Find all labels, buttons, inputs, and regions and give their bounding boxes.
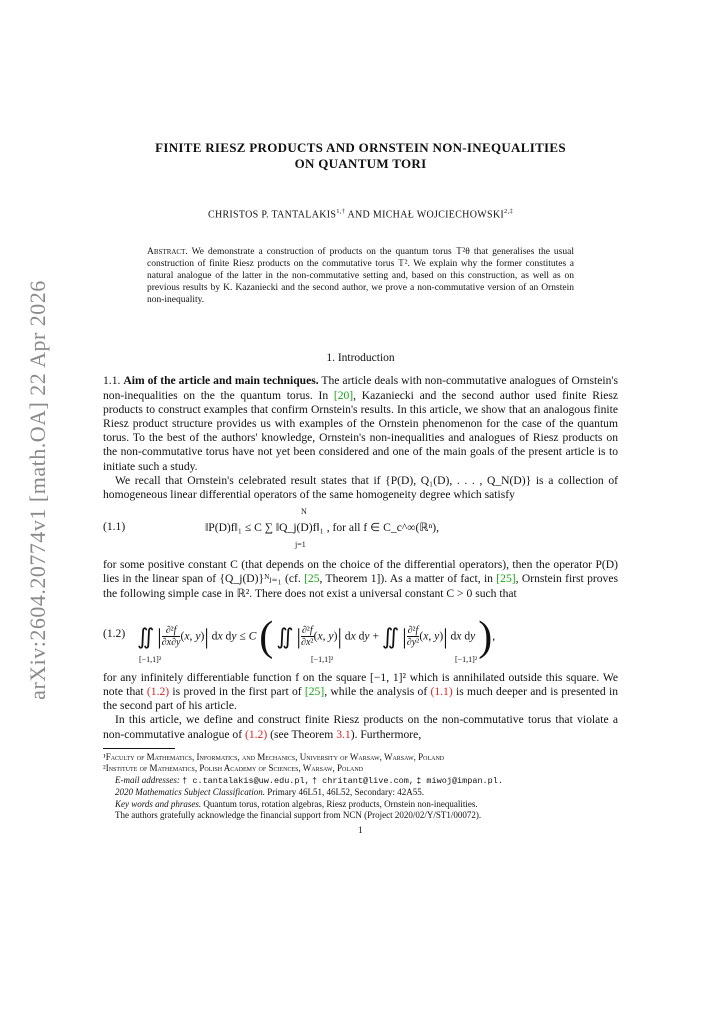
citation-25-a[interactable]: [25 [304, 572, 320, 586]
msc-text: Primary 46L51, 46L52, Secondary: 42A55. [265, 787, 424, 798]
author-1-sup: 1,† [336, 208, 346, 215]
equation-number-1-1: (1.1) [103, 520, 126, 534]
author-2-sup: 2,‡ [503, 208, 514, 215]
paragraph-3 [103, 558, 618, 601]
citation-25-b[interactable]: [25] [496, 572, 516, 586]
domain-label-2: [−1,1]² [311, 654, 334, 664]
footnote-funding: The authors gratefully acknowledge the financial support from NCN (Project 2020/02/Y/ST1/00072). [115, 810, 482, 821]
para1-b: , Kazaniecki and the second author used finite Riesz products to construct examples that confirm Ornstein's results. In this article, we show that an analogous finite Riesz product structure provides us with examples of the Ornstein phenomenon for the case of the quantum torus. To the best of the authors' knowledge, Ornstein's non-inequalities and analogues of Riesz products on the non-commutative torus have not yet been considered and one of the main goals of the present article is to initiate such a study. [103, 388, 618, 473]
author-2: MICHAŁ WOJCIECHOWSKI [372, 209, 504, 221]
author-and: AND [345, 209, 373, 221]
keywords-label: Key words and phrases. [115, 798, 202, 809]
paragraph-2 [103, 474, 618, 502]
author-line [103, 208, 618, 220]
citation-25-c[interactable]: [25] [304, 684, 325, 698]
paper-page [103, 140, 618, 836]
para4-d: is much deeper and is presented in the second part of his article. [103, 684, 618, 713]
para1-a: The article deals with non-commutative analogues of Ornstein's non-inequalities on the the quantum torus. In [103, 374, 618, 402]
ref-eq-1-2-b[interactable]: (1.2) [244, 727, 268, 741]
arxiv-stamp [18, 280, 58, 700]
footnote-rule [103, 748, 175, 749]
equation-1-1-text: ‖P(D)f‖₁ ≤ C ∑ ‖Q_j(D)f‖₁ , for all f ∈ C_c^∞(ℝⁿ), [205, 521, 439, 535]
para3-a: for some positive constant C (that depends on the choice of the differential operators), then the operator P(D) lies in the linear span of {Q_j(D)}ᴺⱼ₌₁ (cf. [103, 558, 618, 586]
footnote-emails [103, 775, 618, 788]
paragraph-4 [103, 671, 618, 714]
equation-1-2 [103, 605, 618, 667]
subsection-title: Aim of the article and main techniques. [123, 374, 319, 388]
body-text [103, 374, 618, 741]
equation-1-1-body [205, 520, 439, 534]
sum-lower-limit: j=1 [295, 540, 306, 550]
footnotes [103, 752, 618, 822]
equation-1-1 [103, 504, 618, 552]
abstract [147, 246, 574, 306]
para5-c: ). Furthermore, [350, 727, 422, 741]
abstract-label: Abstract. [147, 247, 188, 258]
email-1[interactable]: † c.tantalakis@uw.edu.pl, [182, 775, 310, 786]
footnote-keywords [103, 799, 618, 811]
paragraph-1 [103, 374, 618, 473]
equation-number-1-2: (1.2) [103, 626, 126, 640]
title-line-1: FINITE RIESZ PRODUCTS AND ORNSTEIN NON-INEQUALITIES [155, 140, 566, 155]
email-2[interactable]: † chritant@live.com, [311, 775, 414, 786]
title-line-2: ON QUANTUM TORI [294, 156, 427, 171]
domain-label-1: [−1,1]² [139, 654, 162, 664]
para5-b: (see Theorem [267, 727, 337, 741]
paragraph-5 [103, 713, 618, 741]
footnote-msc [103, 787, 618, 799]
sum-upper-limit: N [301, 507, 307, 517]
msc-label: 2020 Mathematics Subject Classification. [115, 787, 265, 798]
citation-20[interactable]: [20] [333, 388, 354, 402]
email-label: E-mail addresses: [115, 774, 180, 785]
para4-b: is proved in the first part of [169, 684, 305, 698]
equation-1-2-body: ∬ | $\frac{\text{∂²f}}{\partial x\partial y}$ (x, y)| dx dy ≤ C ( ∬ | $\frac{\text{∂²f}}{\text{∂x²}}$ (x, y)| dx dy + ∬ | $\frac{\text{∂²f}}{\text{∂y²}}$ (x, y)| dx dy ), [137, 613, 496, 660]
page-number: 1 [358, 825, 363, 836]
domain-label-3: [−1,1]² [455, 654, 478, 664]
author-1: CHRISTOS P. TANTALAKIS [207, 209, 337, 221]
para3-c: , Ornstein first proves the following simple case in ℝ². There does not exist a universal constant C > 0 such that [103, 572, 618, 600]
section-title-text: 1. Introduction [326, 352, 395, 365]
para5-a: In this article, we define and construct finite Riesz products on the non-commutative torus that violate a non-commutative analogue of [103, 713, 618, 741]
footnote-affiliation-1: ¹Faculty of Mathematics, Informatics, and Mechanics, University of Warsaw, Warsaw, Poland [103, 751, 445, 762]
paper-title [103, 140, 618, 172]
arxiv-stamp-text: arXiv:2604.20774v1 [math.OA] 22 Apr 2026 [25, 280, 50, 700]
footnote-affiliation-2: ²Institute of Mathematics, Polish Academy of Sciences, Warsaw, Poland [103, 763, 363, 774]
section-title [103, 352, 618, 364]
ref-eq-1-2-a[interactable]: (1.2) [146, 684, 170, 698]
abstract-text: We demonstrate a construction of products on the quantum torus 𝕋²θ that generalises the usual construction of finite Riesz products on the commutative torus 𝕋². We explain why the former constitutes a natural analogue of the latter in the non-commutative setting and, based on this construction, as well as on previous results by K. Kazaniecki and the second author, we prove a non-commutative version of an Ornstein non-inequality. [147, 247, 574, 306]
ref-eq-1-1[interactable]: (1.1) [430, 684, 453, 698]
para2-text: We recall that Ornstein's celebrated result states that if {P(D), Q₁(D), . . . , Q_N(D)} is a collection of homogeneous linear differential operators of the same homogeneity degree which satisfy [103, 473, 618, 501]
para4-c: , while the analysis of [324, 684, 431, 698]
para4-a: for any infinitely differentiable function f on the square [−1, 1]² which is annihilated outside this square. We note that [103, 670, 618, 698]
email-3[interactable]: ‡ miwoj@impan.pl. [416, 775, 503, 786]
para3-b: , Theorem 1]). As a matter of fact, in [319, 572, 497, 586]
ref-theorem-3-1[interactable]: 3.1 [336, 727, 351, 741]
keywords-text: Quantum torus, rotation algebras, Riesz products, Ornstein non-inequalities. [201, 798, 478, 809]
subsection-number: 1.1. [103, 374, 121, 388]
